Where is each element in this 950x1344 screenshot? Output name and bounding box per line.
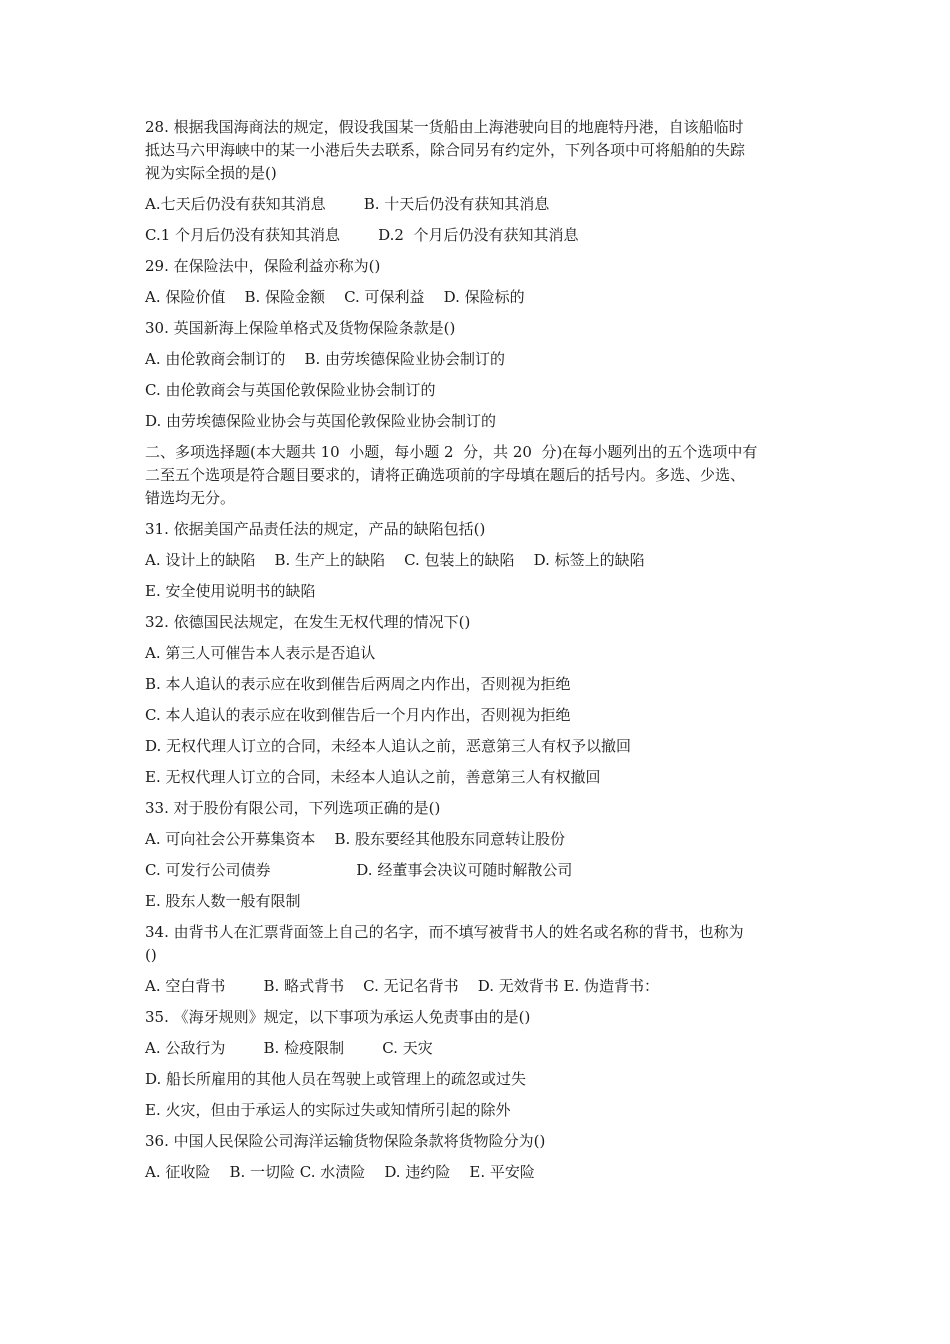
- section-2-line: 二至五个选项是符合题目要求的，请将正确选项前的字母填在题后的括号内。多选、少选、: [145, 466, 746, 484]
- question-35-options: A. 公敌行为 B. 检疫限制 C. 天灾: [145, 1039, 433, 1057]
- question-32-options: A. 第三人可催告本人表示是否追认: [145, 644, 376, 662]
- question-36-stem: 36. 中国人民保险公司海洋运输货物保险条款将货物险分为(): [145, 1132, 546, 1150]
- question-35-options: D. 船长所雇用的其他人员在驾驶上或管理上的疏忽或过失: [145, 1070, 527, 1088]
- question-30-stem: 30. 英国新海上保险单格式及货物保险条款是(): [145, 319, 456, 337]
- question-29-stem: 29. 在保险法中，保险利益亦称为(): [145, 257, 381, 275]
- question-28-stem-line: 抵达马六甲海峡中的某一小港后失去联系，除合同另有约定外，下列各项中可将船舶的失踪: [145, 141, 746, 159]
- question-32-options: C. 本人追认的表示应在收到催告后一个月内作出，否则视为拒绝: [145, 706, 571, 724]
- question-30-options: A. 由伦敦商会制订的 B. 由劳埃德保险业协会制订的: [145, 350, 506, 368]
- section-2-instructions: [145, 441, 815, 510]
- question-32-options: D. 无权代理人订立的合同，未经本人追认之前，恶意第三人有权予以撤回: [145, 737, 632, 755]
- question-31-stem: 31. 依据美国产品责任法的规定，产品的缺陷包括(): [145, 520, 486, 538]
- question-34-stem-line: 34. 由背书人在汇票背面签上自己的名字，而不填写被背书人的姓名或名称的背书，也称为: [145, 923, 744, 941]
- exam-page: [145, 116, 815, 1192]
- question-33-options: E. 股东人数一般有限制: [145, 892, 301, 910]
- question-28-options: A.七天后仍没有获知其消息 B. 十天后仍没有获知其消息: [145, 195, 550, 213]
- question-32-stem: 32. 依德国民法规定，在发生无权代理的情况下(): [145, 613, 471, 631]
- question-33-stem: 33. 对于股份有限公司，下列选项正确的是(): [145, 799, 441, 817]
- question-34-stem: [145, 921, 815, 967]
- section-2-line: 错选均无分。: [145, 489, 236, 507]
- question-29-options: A. 保险价值 B. 保险金额 C. 可保利益 D. 保险标的: [145, 288, 525, 306]
- question-33-options: A. 可向社会公开募集资本 B. 股东要经其他股东同意转让股份: [145, 830, 566, 848]
- question-35-stem: 35. 《海牙规则》规定，以下事项为承运人免责事由的是(): [145, 1008, 531, 1026]
- question-31-options: E. 安全使用说明书的缺陷: [145, 582, 316, 600]
- question-33-options: C. 可发行公司债券 D. 经董事会决议可随时解散公司: [145, 861, 573, 879]
- question-31-options: A. 设计上的缺陷 B. 生产上的缺陷 C. 包装上的缺陷 D. 标签上的缺陷: [145, 551, 645, 569]
- question-35-options: E. 火灾，但由于承运人的实际过失或知情所引起的除外: [145, 1101, 511, 1119]
- question-34-stem-line: (): [145, 946, 157, 964]
- question-30-options: D. 由劳埃德保险业协会与英国伦敦保险业协会制订的: [145, 412, 497, 430]
- question-28-stem-line: 视为实际全损的是(): [145, 164, 277, 182]
- question-30-options: C. 由伦敦商会与英国伦敦保险业协会制订的: [145, 381, 436, 399]
- question-28-options: C.1 个月后仍没有获知其消息 D.2 个月后仍没有获知其消息: [145, 226, 579, 244]
- question-34-options: A. 空白背书 B. 略式背书 C. 无记名背书 D. 无效背书 E. 伪造背书：: [145, 977, 659, 995]
- section-2-line: 二、多项选择题(本大题共 10 小题，每小题 2 分，共 20 分)在每小题列出的五个选项中有: [145, 443, 758, 461]
- question-28-stem: [145, 116, 815, 185]
- question-32-options: B. 本人追认的表示应在收到催告后两周之内作出，否则视为拒绝: [145, 675, 571, 693]
- question-28-stem-line: 28. 根据我国海商法的规定，假设我国某一货船由上海港驶向目的地鹿特丹港，自该船临时: [145, 118, 744, 136]
- question-36-options: A. 征收险 B. 一切险 C. 水渍险 D. 违约险 E. 平安险: [145, 1163, 535, 1181]
- question-32-options: E. 无权代理人订立的合同，未经本人追认之前，善意第三人有权撤回: [145, 768, 601, 786]
